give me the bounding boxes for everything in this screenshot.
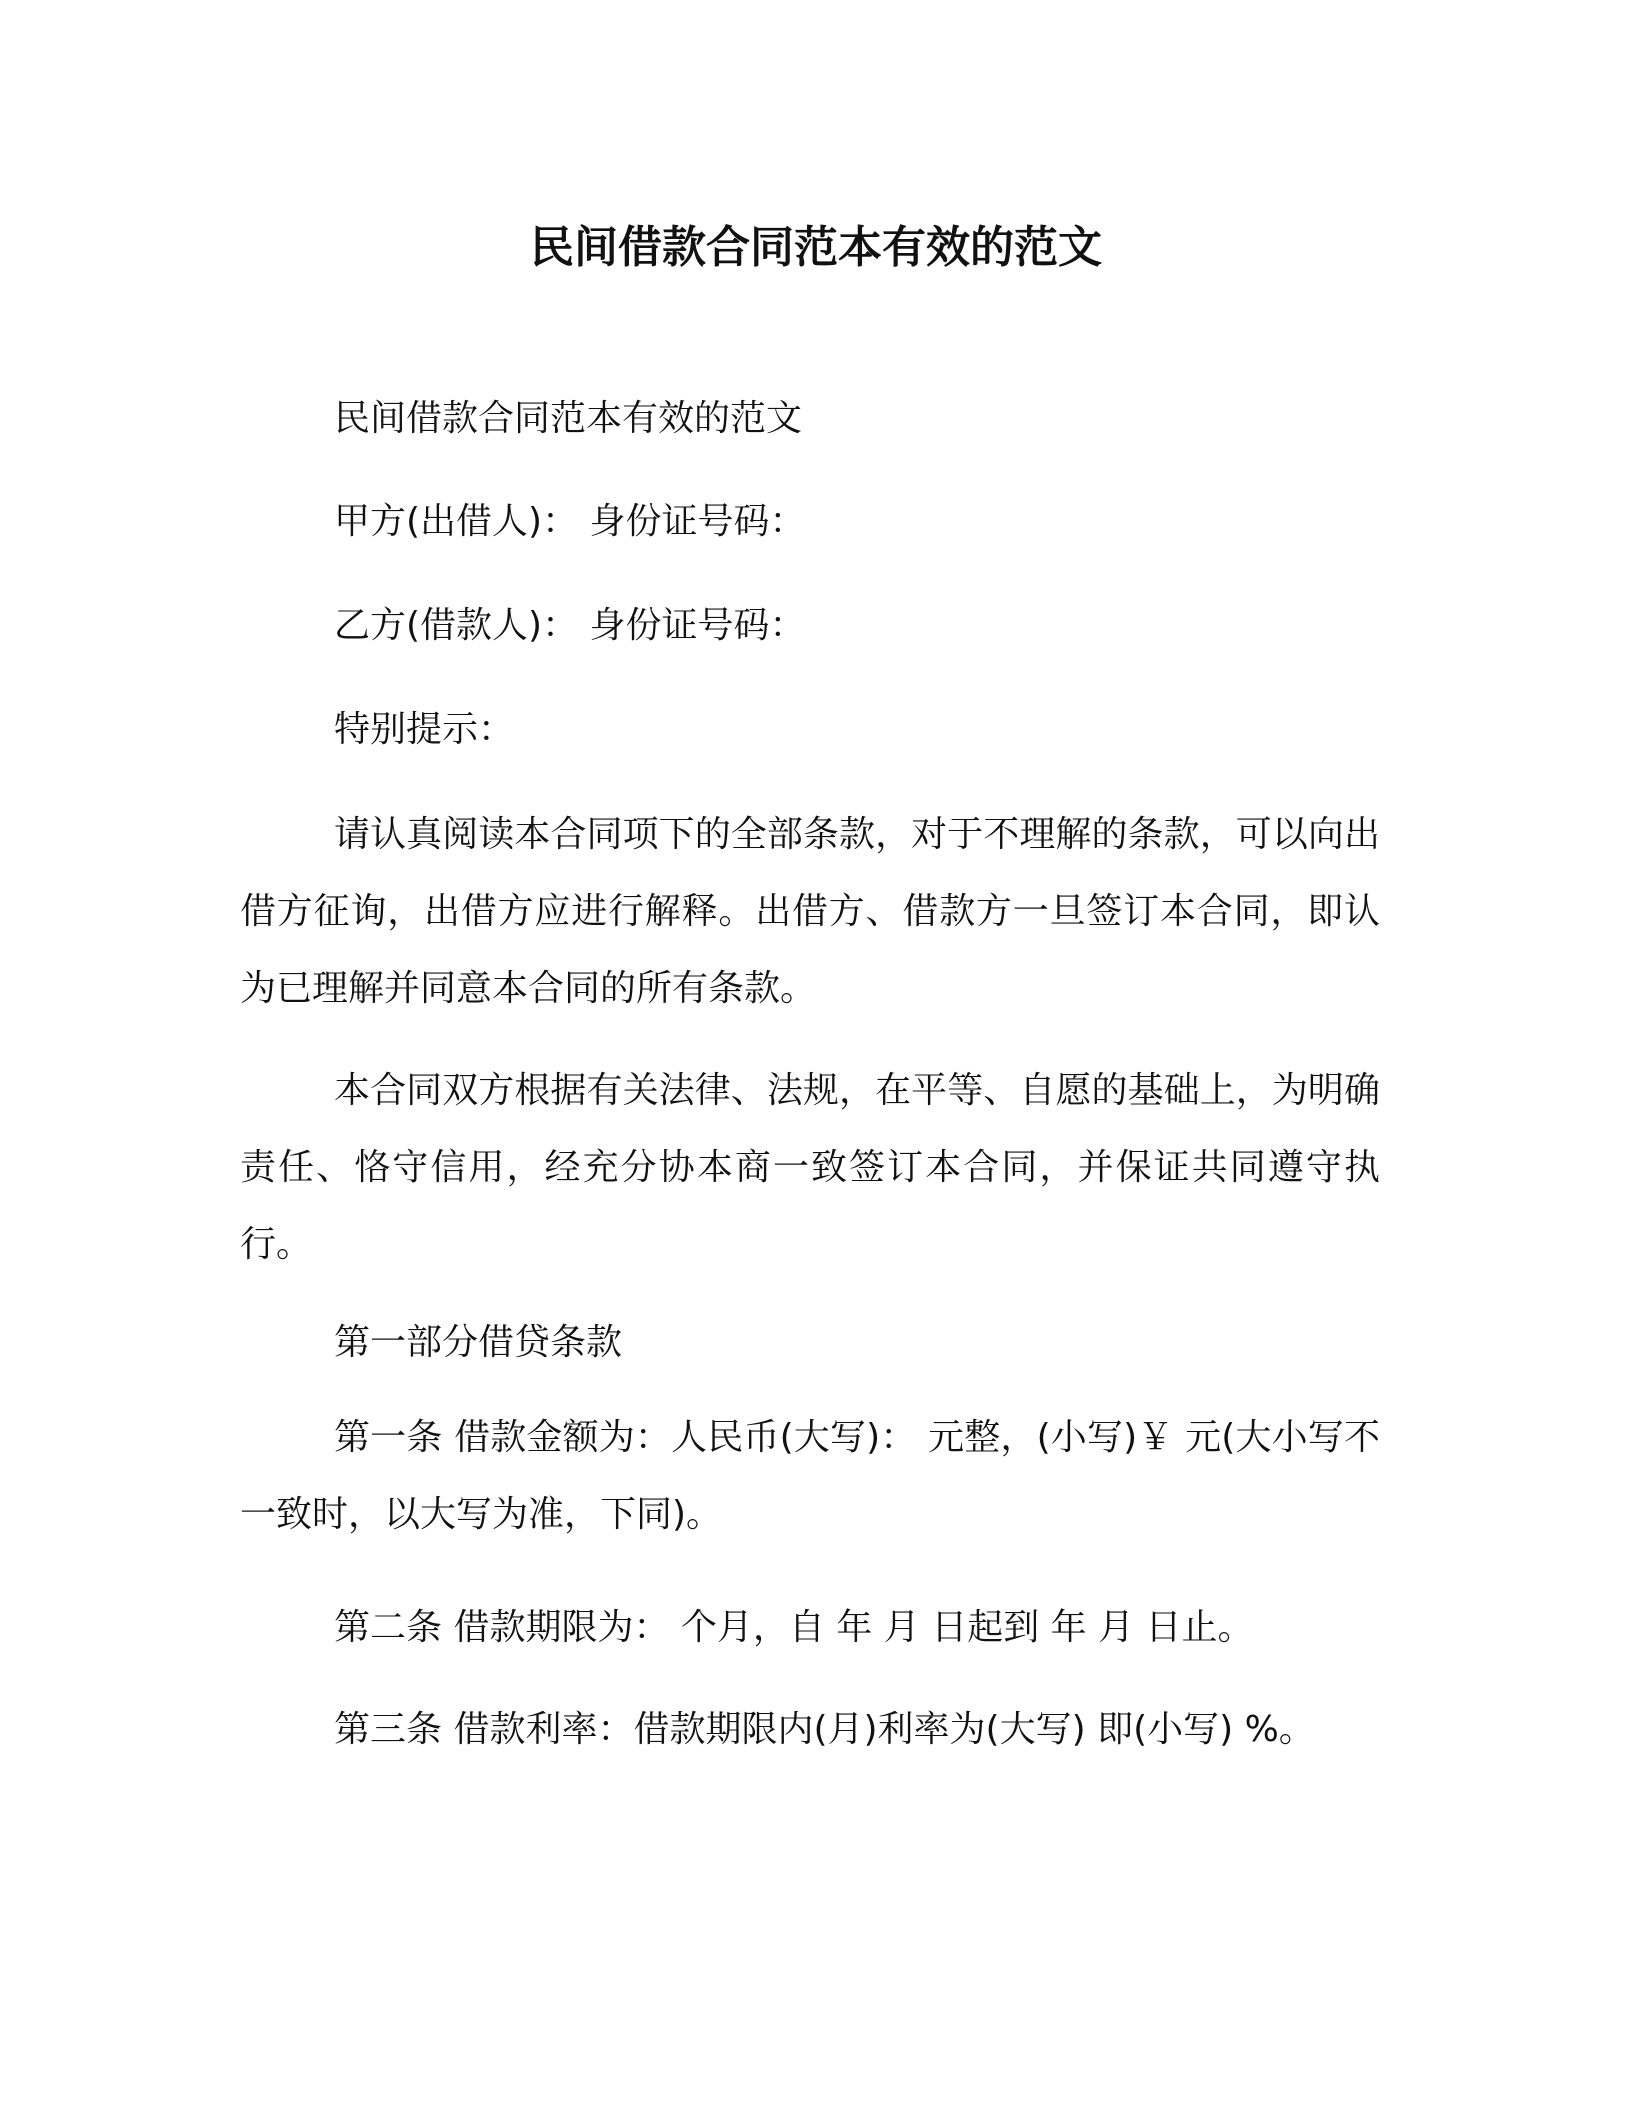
party-b-line: 乙方(借款人)： 身份证号码： [334, 605, 806, 646]
part-one-heading: 第一部分借贷条款 [334, 1322, 623, 1363]
notice-heading: 特别提示： [334, 709, 515, 750]
article-3-line: 第三条 借款利率：借款期限内(月)利率为(大写) 即(小写) %。 [334, 1709, 1315, 1750]
article-1-paragraph: 第一条 借款金额为：人民币(大写)： 元整，(小写)￥ 元(大小写不一致时，以大写为准，下同)。 [240, 1417, 1380, 1535]
article-2-line: 第二条 借款期限为： 个月，自 年 月 日起到 年 月 日止。 [334, 1607, 1254, 1648]
party-a-line: 甲方(出借人)： 身份证号码： [334, 501, 806, 542]
document-title: 民间借款合同范本有效的范文 [530, 222, 1102, 273]
notice-paragraph: 请认真阅读本合同项下的全部条款，对于不理解的条款，可以向出借方征询，出借方应进行解释。出借方、借款方一旦签订本合同，即认为已理解并同意本合同的所有条款。 [240, 814, 1380, 1009]
document-subtitle: 民间借款合同范本有效的范文 [334, 398, 803, 439]
preamble-paragraph: 本合同双方根据有关法律、法规，在平等、自愿的基础上，为明确责任、恪守信用，经充分协本商一致签订本合同，并保证共同遵守执行。 [240, 1070, 1380, 1265]
